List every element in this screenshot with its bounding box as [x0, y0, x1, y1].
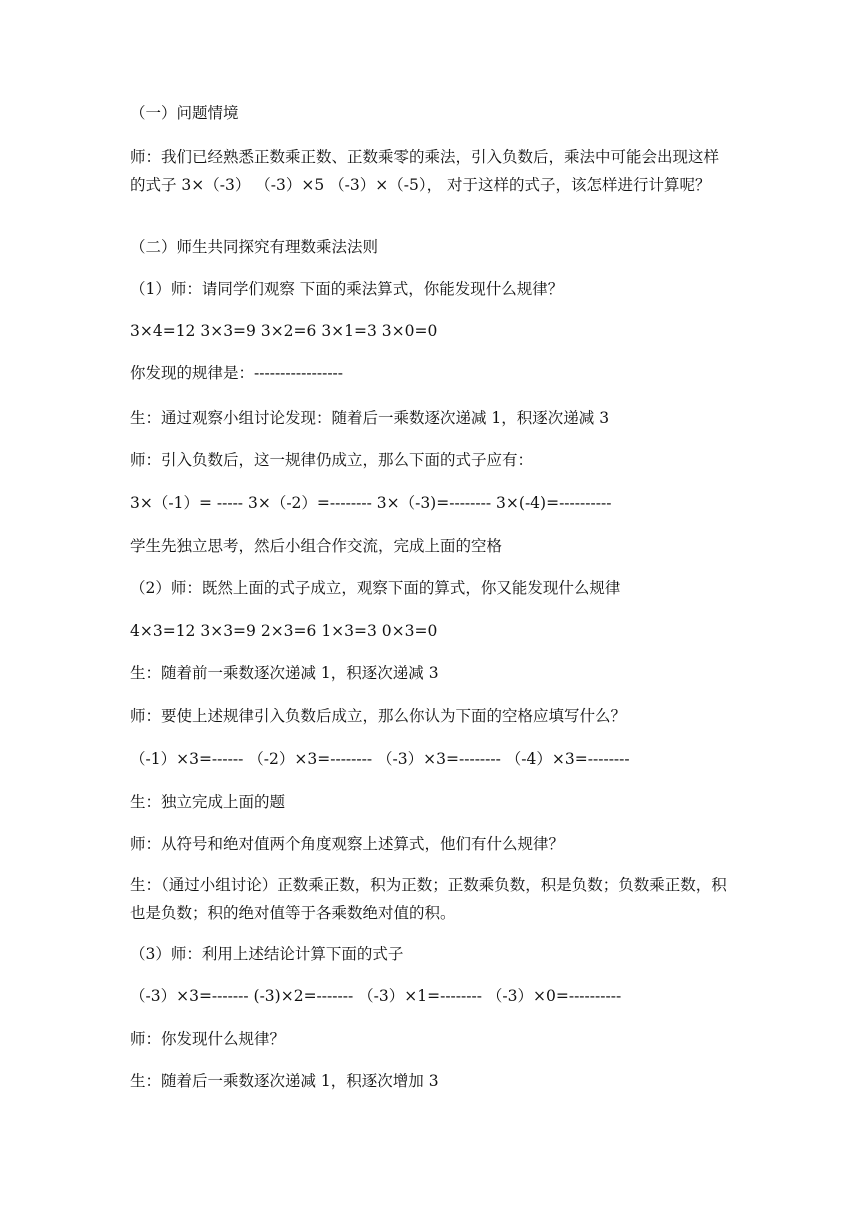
paragraph-step2-question: （2）师：既然上面的式子成立，观察下面的算式，你又能发现什么规律 [130, 579, 621, 597]
paragraph-student-sign-rule: 生：（通过小组讨论）正数乘正数，积为正数；正数乘负数，积是负数；负数乘正数，积也是负数；积的绝对值等于各乘数绝对值的积。 [130, 876, 727, 922]
equation-line-3: 4×3=12 3×3=9 2×3=6 1×3=3 0×3=0 [130, 622, 438, 640]
paragraph-discovered-rule: 你发现的规律是：----------------- [130, 364, 344, 382]
paragraph-student-complete: 生：独立完成上面的题 [130, 793, 286, 811]
teacher-intro-paragraph: 师：我们已经熟悉正数乘正数、正数乘零的乘法，引入负数后，乘法中可能会出现这样的式子 3×（-3） （-3）×5 （-3）×（-5）， 对于这样的式子，该怎样进行计算呢？ [130, 148, 720, 194]
paragraph-step3-question: （3）师：利用上述结论计算下面的式子 [130, 945, 404, 963]
section-heading-problem-situation: （一）问题情境 [130, 104, 239, 122]
section-heading-explore-rules: （二）师生共同探究有理数乘法法则 [130, 238, 379, 256]
paragraph-student-answer-2: 生：随着前一乘数逐次递减 1，积逐次递减 3 [130, 664, 439, 682]
paragraph-teacher-pattern: 师：你发现什么规律？ [130, 1030, 286, 1048]
equation-line-5: （-3）×3=------- (-3)×2=------- （-3）×1=-------- （-3）×0=---------- [130, 987, 622, 1005]
paragraph-student-think: 学生先独立思考，然后小组合作交流，完成上面的空格 [130, 537, 503, 555]
paragraph-teacher-negative: 师：引入负数后，这一规律仍成立，那么下面的式子应有： [130, 451, 534, 469]
paragraph-student-answer-1: 生：通过观察小组讨论发现：随着后一乘数逐次递减 1，积逐次递减 3 [130, 409, 610, 427]
paragraph-student-answer-3: 生：随着后一乘数逐次递减 1，积逐次增加 3 [130, 1072, 439, 1090]
paragraph-teacher-blank: 师：要使上述规律引入负数后成立，那么你认为下面的空格应填写什么？ [130, 707, 627, 725]
equation-line-2: 3×（-1）= ----- 3×（-2）=-------- 3×（-3)=-------- 3×(-4)=---------- [130, 494, 612, 512]
paragraph-step1-question: （1）师：请同学们观察 下面的乘法算式，你能发现什么规律？ [130, 280, 564, 298]
equation-line-1: 3×4=12 3×3=9 3×2=6 3×1=3 3×0=0 [130, 322, 438, 340]
paragraph-teacher-sign-question: 师：从符号和绝对值两个角度观察上述算式，他们有什么规律？ [130, 835, 565, 853]
equation-line-4: （-1）×3=------ （-2）×3=-------- （-3）×3=-------- （-4）×3=-------- [130, 750, 630, 768]
